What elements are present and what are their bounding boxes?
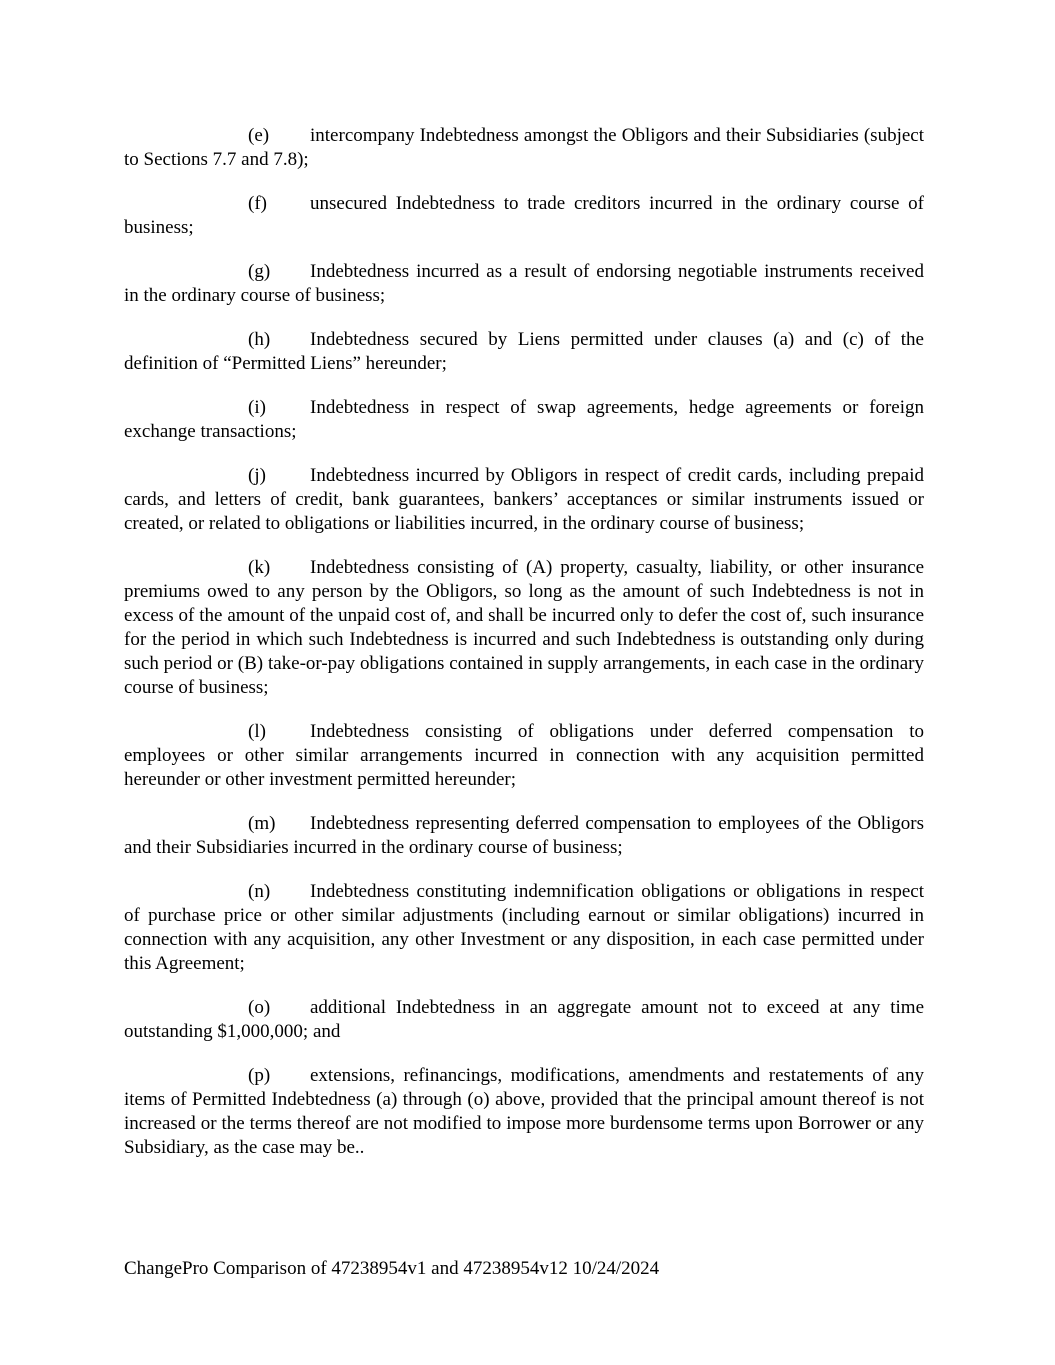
clause-label: (i) <box>248 397 266 418</box>
clause-g <box>124 260 924 308</box>
clause-text: unsecured Indebtedness to trade creditors incurred in the ordinary course of business; <box>124 193 924 238</box>
clause-text: extensions, refinancings, modifications, amendments and restatements of any items of Permitted Indebtedness (a) through (o) above, provided that the principal amount thereof is not increased or the terms thereof are not modified to impose more burdensome terms upon Borrower or any Subsidiary, as the case may be.. <box>124 1065 924 1158</box>
clause-p <box>124 1064 924 1160</box>
page-footer: ChangePro Comparison of 47238954v1 and 47238954v12 10/24/2024 <box>124 1258 660 1279</box>
clause-text: Indebtedness constituting indemnification obligations or obligations in respect of purchase price or other similar adjustments (including earnout or similar obligations) incurred in connection with any acquisition, any other Investment or any disposition, in each case permitted under this Agreement; <box>124 881 924 974</box>
clause-label: (o) <box>248 997 271 1018</box>
clause-text: Indebtedness incurred by Obligors in respect of credit cards, including prepaid cards, and letters of credit, bank guarantees, bankers’ acceptances or similar instruments issued or created, or related to obligations or liabilities incurred, in the ordinary course of business; <box>124 465 924 534</box>
clause-text: Indebtedness secured by Liens permitted under clauses (a) and (c) of the definition of “Permitted Liens” hereunder; <box>124 329 924 374</box>
clause-f <box>124 192 924 240</box>
clause-label: (j) <box>248 465 266 486</box>
clause-label: (f) <box>248 193 267 214</box>
clause-text: Indebtedness consisting of (A) property, casualty, liability, or other insurance premiums owed to any person by the Obligors, so long as the amount of such Indebtedness is not in excess of the amount of the unpaid cost of, and shall be incurred only to defer the cost of, such insurance for the period in which such Indebtedness is incurred and such Indebtedness is outstanding only during such period or (B) take-or-pay obligations contained in supply arrangements, in each case in the ordinary course of business; <box>124 557 924 698</box>
clause-n <box>124 880 924 976</box>
clause-text: additional Indebtedness in an aggregate amount not to exceed at any time outstanding $1,000,000; and <box>124 997 924 1042</box>
clause-k <box>124 556 924 700</box>
clause-label: (l) <box>248 721 266 742</box>
clause-i <box>124 396 924 444</box>
clause-text: Indebtedness consisting of obligations under deferred compensation to employees or other similar arrangements incurred in connection with any acquisition permitted hereunder or other investment permitted hereunder; <box>124 721 924 790</box>
document-body <box>124 124 924 1180</box>
clause-label: (g) <box>248 261 271 282</box>
clause-text: Indebtedness incurred as a result of endorsing negotiable instruments received in the ordinary course of business; <box>124 261 924 306</box>
clause-text: Indebtedness in respect of swap agreements, hedge agreements or foreign exchange transactions; <box>124 397 924 442</box>
clause-h <box>124 328 924 376</box>
clause-label: (p) <box>248 1065 271 1086</box>
clause-label: (m) <box>248 813 276 834</box>
clause-label: (h) <box>248 329 271 350</box>
clause-text: Indebtedness representing deferred compensation to employees of the Obligors and their Subsidiaries incurred in the ordinary course of business; <box>124 813 924 858</box>
clause-j <box>124 464 924 536</box>
clause-l <box>124 720 924 792</box>
clause-e <box>124 124 924 172</box>
clause-label: (e) <box>248 125 270 146</box>
clause-o <box>124 996 924 1044</box>
clause-text: intercompany Indebtedness amongst the Obligors and their Subsidiaries (subject to Sections 7.7 and 7.8); <box>124 125 924 170</box>
clause-m <box>124 812 924 860</box>
clause-label: (n) <box>248 881 271 902</box>
clause-label: (k) <box>248 557 271 578</box>
